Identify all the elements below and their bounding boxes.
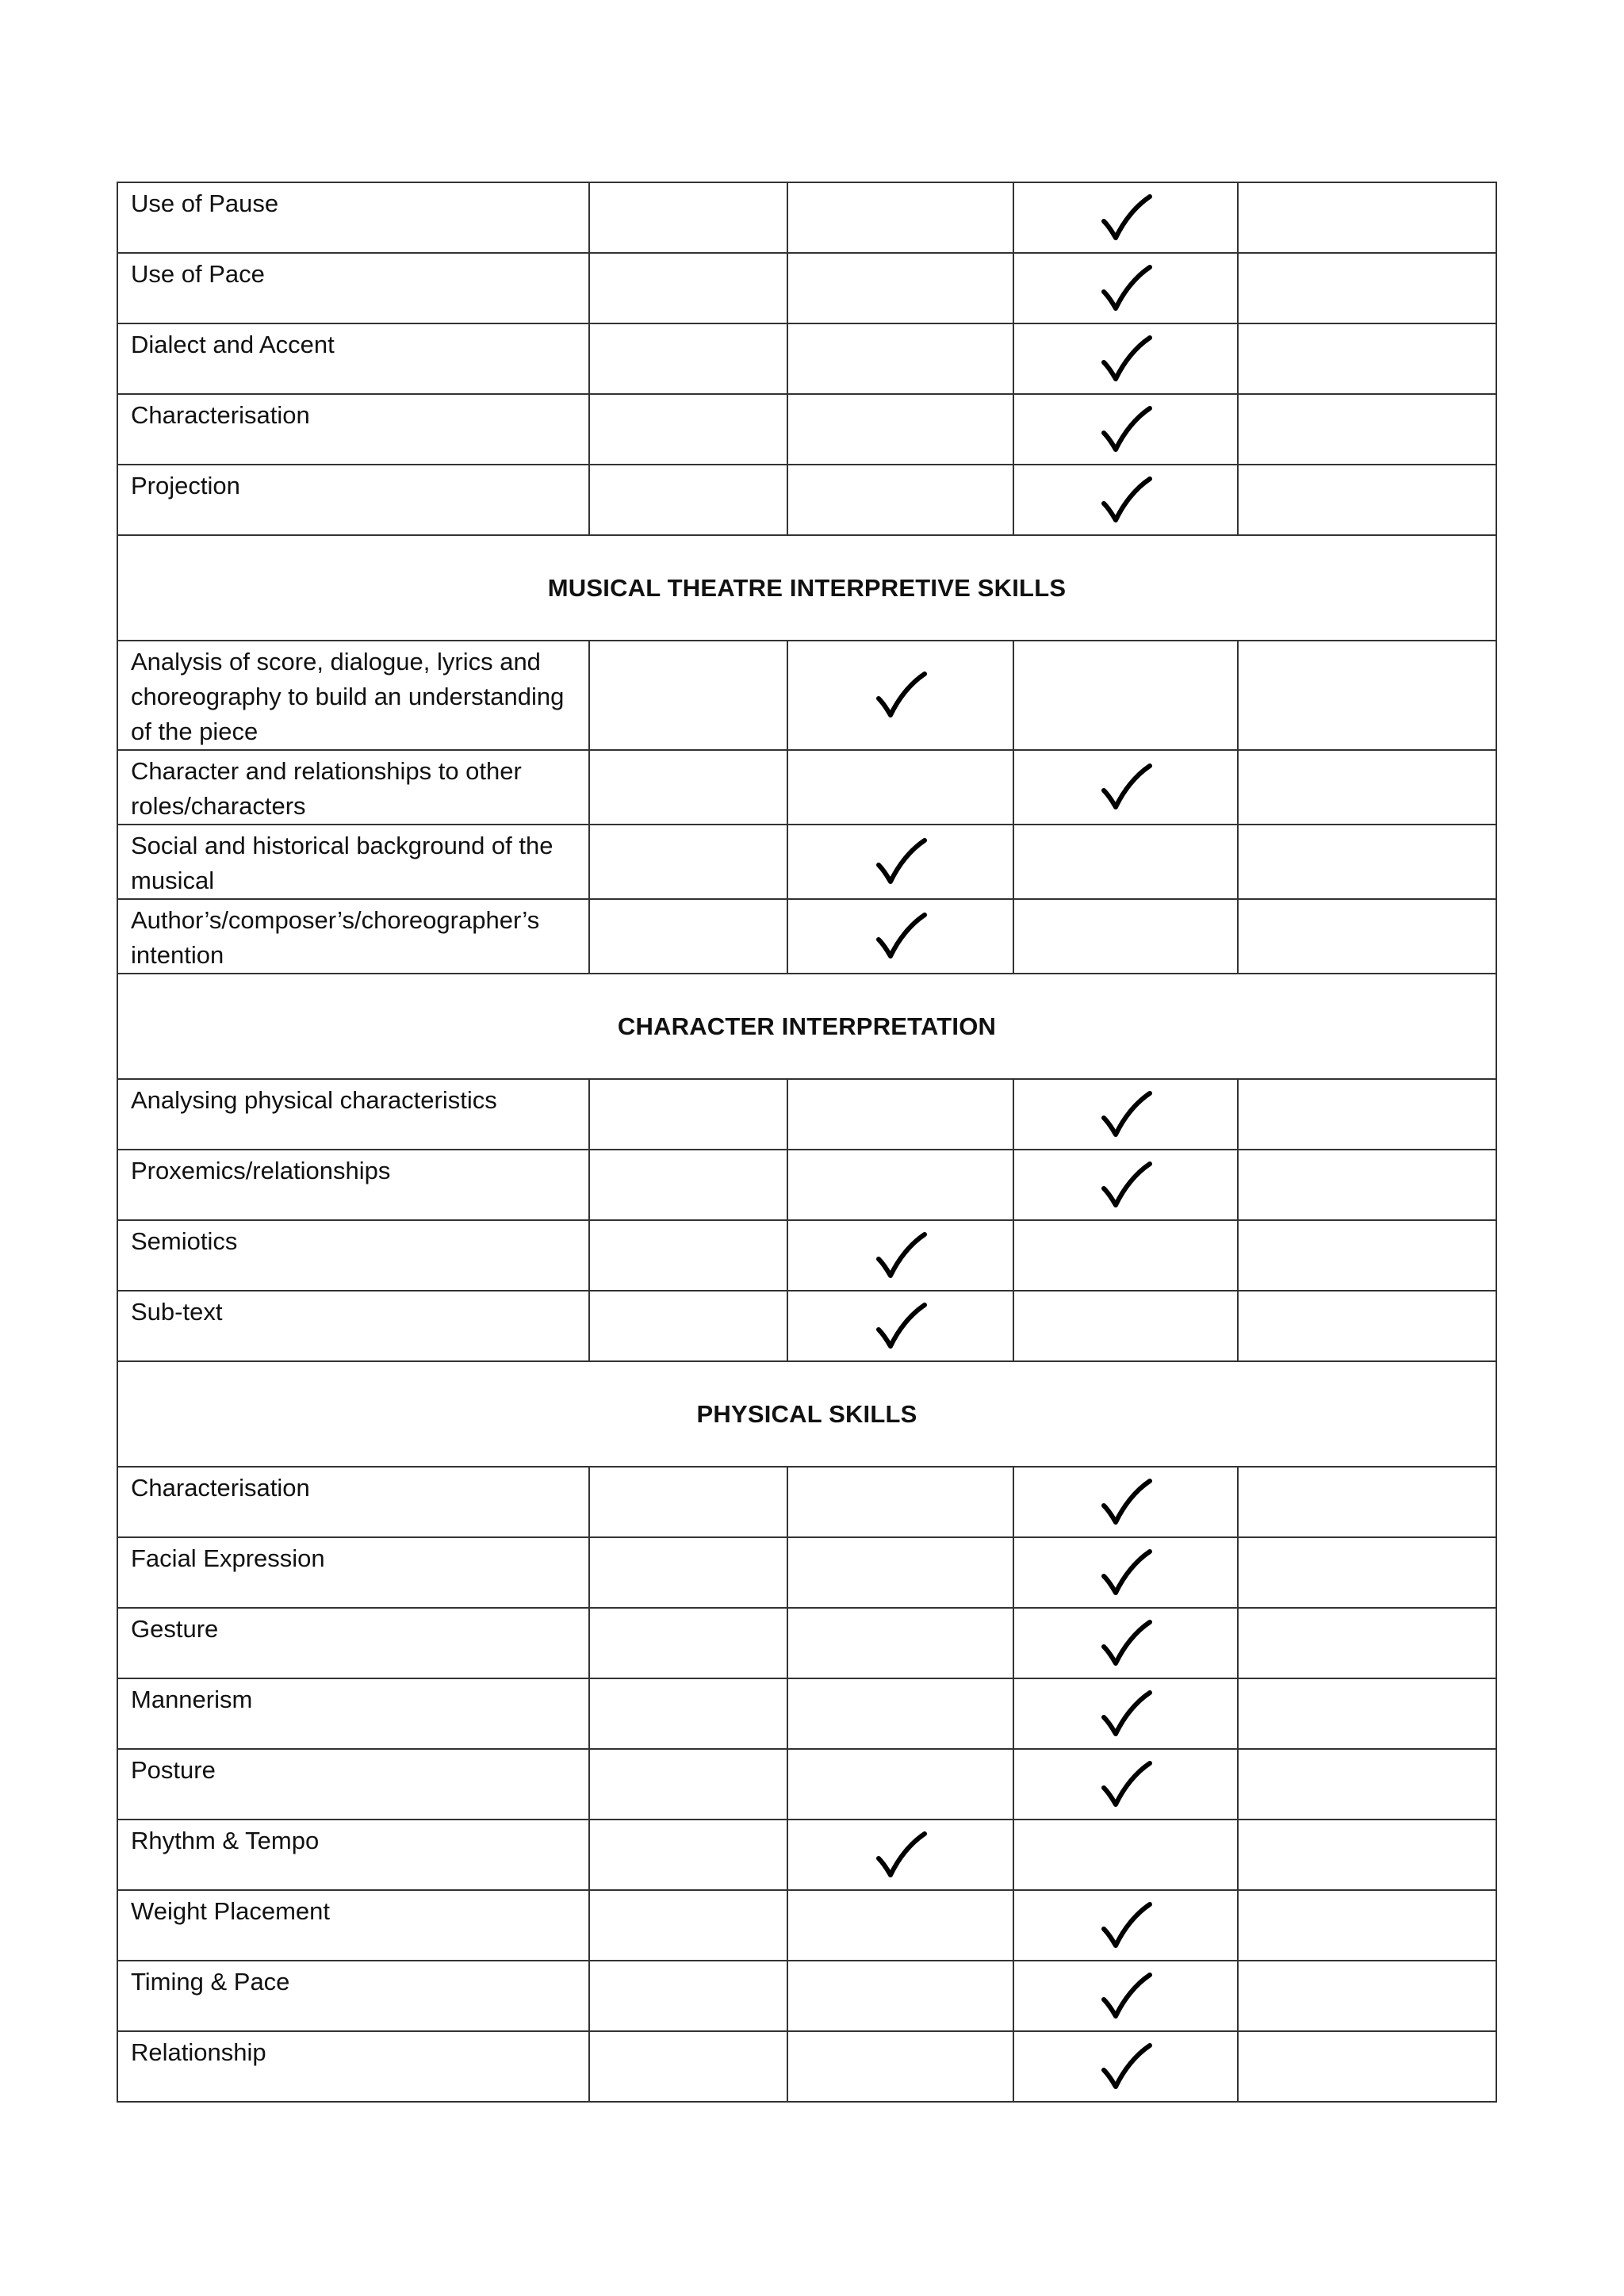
skill-label [117, 825, 589, 899]
checkmark-icon [872, 670, 929, 721]
rating-cell-4 [1238, 1537, 1496, 1608]
rating-cell-1 [589, 1291, 787, 1361]
checkmark-icon [1097, 404, 1155, 455]
rating-cell-4 [1238, 750, 1496, 825]
skill-row [117, 1537, 1496, 1608]
rating-cell-4 [1238, 323, 1496, 394]
skill-row [117, 182, 1496, 253]
rating-cell-4 [1238, 2031, 1496, 2102]
skill-row [117, 1961, 1496, 2031]
checkmark-icon [1097, 1759, 1155, 1810]
rating-cell-3 [1013, 750, 1238, 825]
rating-cell-3 [1013, 825, 1238, 899]
checkmark-icon [1097, 1548, 1155, 1598]
skill-row [117, 1749, 1496, 1820]
rating-cell-4 [1238, 1608, 1496, 1678]
skill-label-text: Gesture [131, 1615, 219, 1643]
rating-cell-2 [787, 394, 1013, 465]
skill-label-text: Author’s/composer’s/choreographer’s intention [131, 906, 540, 969]
rating-cell-2 [787, 1079, 1013, 1150]
skill-label [117, 1749, 589, 1820]
skill-row [117, 1291, 1496, 1361]
rating-cell-2 [787, 1291, 1013, 1361]
rating-cell-3 [1013, 1820, 1238, 1890]
checkmark-icon [872, 836, 929, 887]
rating-cell-1 [589, 465, 787, 535]
skill-label [117, 2031, 589, 2102]
skill-row [117, 750, 1496, 825]
skill-label-text: Dialect and Accent [131, 331, 335, 358]
checkmark-icon [1097, 334, 1155, 385]
skill-label [117, 323, 589, 394]
skill-row [117, 1467, 1496, 1537]
rating-cell-3 [1013, 899, 1238, 974]
rating-cell-4 [1238, 253, 1496, 323]
skill-label-text: Projection [131, 472, 240, 499]
checkmark-icon [1097, 263, 1155, 314]
skill-label-text: Mannerism [131, 1686, 253, 1713]
rating-cell-3 [1013, 253, 1238, 323]
skill-label-text: Use of Pace [131, 260, 265, 288]
rating-cell-2 [787, 323, 1013, 394]
rating-cell-4 [1238, 465, 1496, 535]
checkmark-icon [872, 1830, 929, 1881]
rating-cell-3 [1013, 1079, 1238, 1150]
skills-table [117, 182, 1497, 2103]
skill-row [117, 1820, 1496, 1890]
rating-cell-4 [1238, 1678, 1496, 1749]
skill-row [117, 465, 1496, 535]
rating-cell-1 [589, 253, 787, 323]
skill-label [117, 1079, 589, 1150]
rating-cell-2 [787, 1220, 1013, 1291]
skill-label-text: Facial Expression [131, 1544, 325, 1572]
skill-label-text: Social and historical background of the musical [131, 832, 553, 894]
skill-label [117, 1961, 589, 2031]
rating-cell-1 [589, 1678, 787, 1749]
rating-cell-4 [1238, 825, 1496, 899]
rating-cell-1 [589, 1961, 787, 2031]
rating-cell-2 [787, 1467, 1013, 1537]
rating-cell-1 [589, 899, 787, 974]
rating-cell-3 [1013, 1467, 1238, 1537]
skill-label [117, 1678, 589, 1749]
skill-label [117, 1150, 589, 1220]
skill-label-text: Characterisation [131, 1474, 310, 1502]
rating-cell-3 [1013, 182, 1238, 253]
rating-cell-3 [1013, 1678, 1238, 1749]
rating-cell-2 [787, 641, 1013, 750]
skill-label-text: Rhythm & Tempo [131, 1827, 320, 1854]
rating-cell-4 [1238, 1150, 1496, 1220]
rating-cell-2 [787, 1749, 1013, 1820]
checkmark-icon [1097, 475, 1155, 526]
skill-label [117, 1820, 589, 1890]
skill-row [117, 1678, 1496, 1749]
skill-label [117, 1291, 589, 1361]
rating-cell-1 [589, 323, 787, 394]
rating-cell-4 [1238, 1961, 1496, 2031]
rating-cell-2 [787, 1537, 1013, 1608]
rating-cell-4 [1238, 1467, 1496, 1537]
checkmark-icon [1097, 2042, 1155, 2092]
skill-label [117, 1890, 589, 1961]
rating-cell-1 [589, 1537, 787, 1608]
rating-cell-4 [1238, 899, 1496, 974]
rating-cell-3 [1013, 1608, 1238, 1678]
rating-cell-4 [1238, 1890, 1496, 1961]
skill-label [117, 899, 589, 974]
skill-row [117, 1890, 1496, 1961]
section-header-row [117, 974, 1496, 1079]
skill-label [117, 1537, 589, 1608]
skill-label [117, 641, 589, 750]
rating-cell-2 [787, 253, 1013, 323]
rating-cell-1 [589, 1467, 787, 1537]
skill-label [117, 253, 589, 323]
rating-cell-3 [1013, 394, 1238, 465]
rating-cell-1 [589, 1220, 787, 1291]
skill-row [117, 394, 1496, 465]
skill-row [117, 2031, 1496, 2102]
rating-cell-3 [1013, 323, 1238, 394]
section-title: CHARACTER INTERPRETATION [117, 974, 1496, 1079]
skill-label-text: Character and relationships to other roles/characters [131, 757, 522, 820]
skill-row [117, 899, 1496, 974]
rating-cell-2 [787, 1890, 1013, 1961]
rating-cell-4 [1238, 1220, 1496, 1291]
rating-cell-2 [787, 750, 1013, 825]
rating-cell-3 [1013, 1537, 1238, 1608]
skill-label-text: Relationship [131, 2038, 266, 2066]
rating-cell-4 [1238, 394, 1496, 465]
checkmark-icon [1097, 762, 1155, 813]
section-header-row [117, 535, 1496, 641]
rating-cell-3 [1013, 1961, 1238, 2031]
skill-row [117, 641, 1496, 750]
rating-cell-2 [787, 1608, 1013, 1678]
skill-row [117, 1220, 1496, 1291]
skill-label [117, 1608, 589, 1678]
skill-label-text: Sub-text [131, 1298, 223, 1326]
rating-cell-1 [589, 394, 787, 465]
skill-label-text: Analysing physical characteristics [131, 1086, 497, 1114]
rating-cell-4 [1238, 641, 1496, 750]
skill-row [117, 825, 1496, 899]
checkmark-icon [872, 1301, 929, 1352]
rating-cell-3 [1013, 641, 1238, 750]
checkmark-icon [1097, 1160, 1155, 1211]
rating-cell-3 [1013, 465, 1238, 535]
skill-label-text: Timing & Pace [131, 1968, 290, 1996]
rating-cell-3 [1013, 2031, 1238, 2102]
section-title: MUSICAL THEATRE INTERPRETIVE SKILLS [117, 535, 1496, 641]
rating-cell-4 [1238, 1820, 1496, 1890]
rating-cell-4 [1238, 1291, 1496, 1361]
rating-cell-2 [787, 1678, 1013, 1749]
checkmark-icon [1097, 1618, 1155, 1669]
skill-label [117, 750, 589, 825]
skills-checklist [117, 182, 1496, 2103]
rating-cell-1 [589, 641, 787, 750]
skill-label-text: Proxemics/relationships [131, 1157, 391, 1184]
skill-label-text: Semiotics [131, 1227, 238, 1255]
rating-cell-2 [787, 1820, 1013, 1890]
rating-cell-1 [589, 1749, 787, 1820]
skill-label [117, 1220, 589, 1291]
skill-label-text: Weight Placement [131, 1897, 330, 1925]
skill-row [117, 1608, 1496, 1678]
rating-cell-1 [589, 1079, 787, 1150]
rating-cell-2 [787, 2031, 1013, 2102]
rating-cell-1 [589, 750, 787, 825]
checkmark-icon [1097, 1089, 1155, 1140]
rating-cell-1 [589, 1890, 787, 1961]
rating-cell-3 [1013, 1291, 1238, 1361]
checkmark-icon [1097, 1477, 1155, 1528]
section-title: PHYSICAL SKILLS [117, 1361, 1496, 1467]
rating-cell-2 [787, 825, 1013, 899]
rating-cell-3 [1013, 1890, 1238, 1961]
rating-cell-4 [1238, 182, 1496, 253]
rating-cell-2 [787, 465, 1013, 535]
skill-label-text: Use of Pause [131, 189, 279, 217]
rating-cell-1 [589, 825, 787, 899]
skill-row [117, 323, 1496, 394]
checkmark-icon [1097, 193, 1155, 243]
rating-cell-3 [1013, 1220, 1238, 1291]
rating-cell-2 [787, 899, 1013, 974]
skill-label [117, 1467, 589, 1537]
rating-cell-1 [589, 1608, 787, 1678]
skill-label-text: Posture [131, 1756, 216, 1784]
rating-cell-1 [589, 1820, 787, 1890]
checkmark-icon [872, 1230, 929, 1281]
skill-row [117, 1150, 1496, 1220]
rating-cell-3 [1013, 1749, 1238, 1820]
rating-cell-1 [589, 182, 787, 253]
rating-cell-4 [1238, 1749, 1496, 1820]
rating-cell-1 [589, 1150, 787, 1220]
rating-cell-1 [589, 2031, 787, 2102]
rating-cell-2 [787, 1961, 1013, 2031]
checkmark-icon [1097, 1900, 1155, 1951]
skill-label [117, 182, 589, 253]
checkmark-icon [872, 911, 929, 962]
skill-label-text: Analysis of score, dialogue, lyrics and choreography to build an understanding of the piece [131, 648, 565, 745]
skills-table-body [117, 182, 1496, 2102]
checkmark-icon [1097, 1689, 1155, 1739]
rating-cell-3 [1013, 1150, 1238, 1220]
skill-row [117, 1079, 1496, 1150]
checkmark-icon [1097, 1971, 1155, 2022]
skill-label-text: Characterisation [131, 401, 310, 429]
rating-cell-2 [787, 182, 1013, 253]
rating-cell-4 [1238, 1079, 1496, 1150]
skill-label [117, 394, 589, 465]
rating-cell-2 [787, 1150, 1013, 1220]
skill-row [117, 253, 1496, 323]
skill-label [117, 465, 589, 535]
section-header-row [117, 1361, 1496, 1467]
